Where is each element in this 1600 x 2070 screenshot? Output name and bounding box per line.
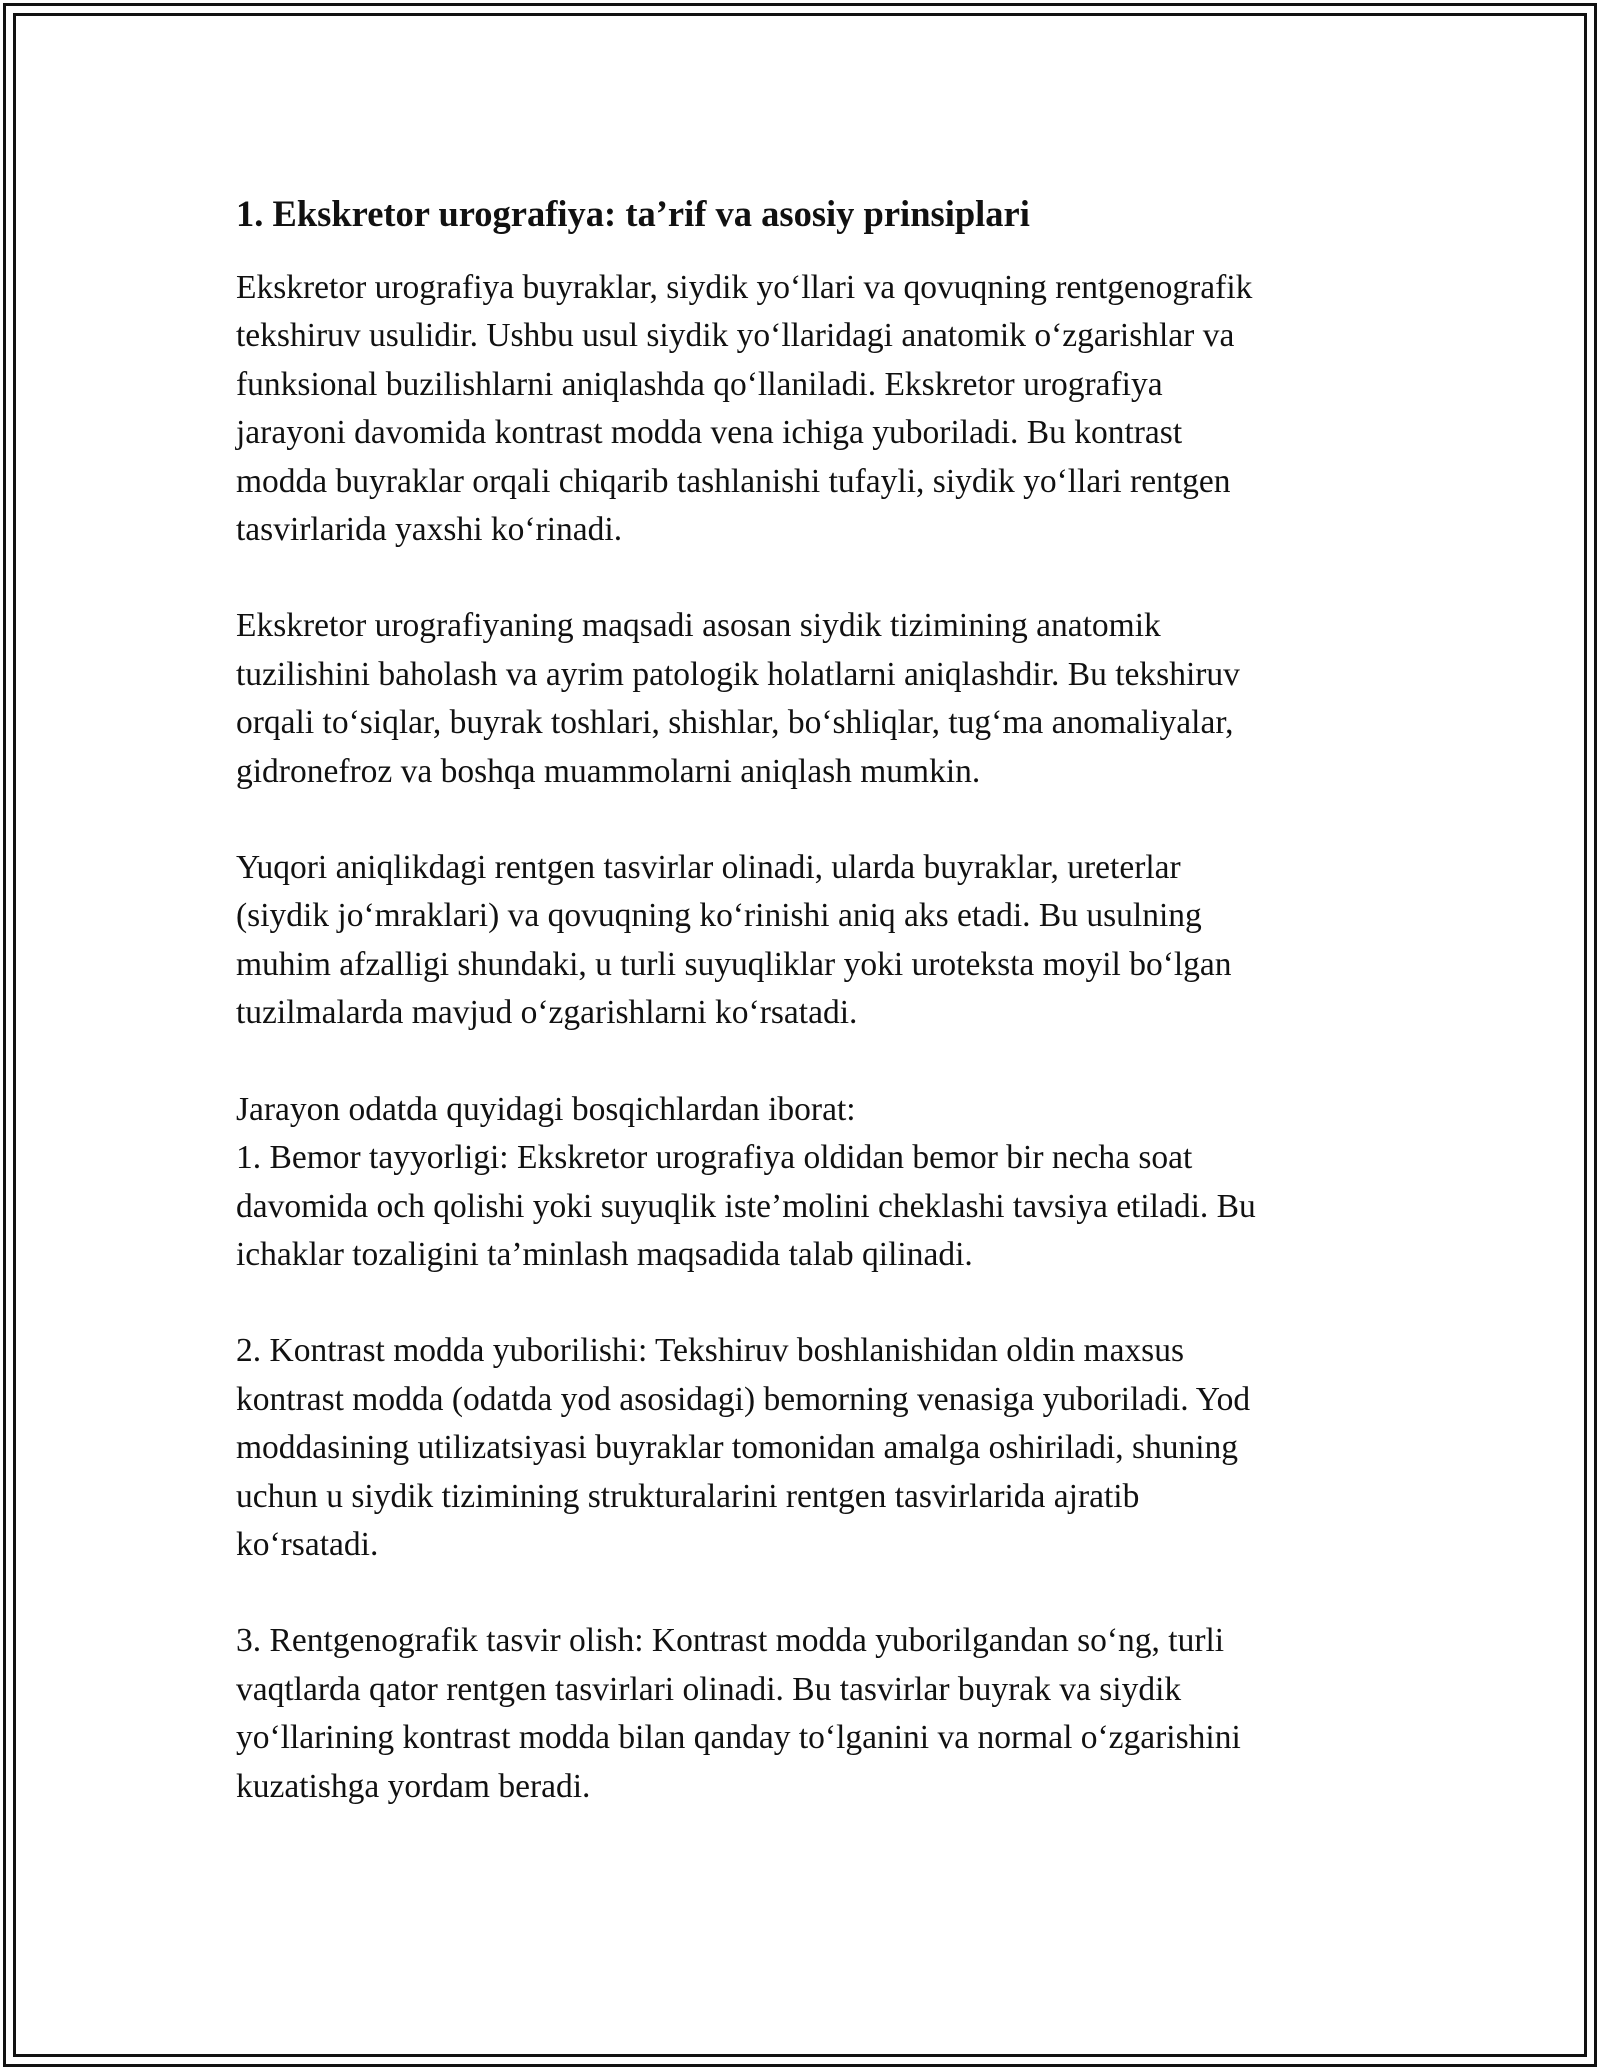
section-heading: 1. Ekskretor urografiya: ta’rif va asosiy prinsiplari [236,193,1030,234]
text-line: davomida och qolishi yoki suyuqlik iste’molini cheklashi tavsiya etiladi. Bu [236,1187,1256,1225]
text-line: 2. Kontrast modda yuborilishi: Tekshiruv boshlanishidan oldin maxsus [236,1332,1185,1370]
text-line: ichaklar tozaligini ta’minlash maqsadida talab qilinadi. [236,1235,973,1273]
text-line: moddasining utilizatsiyasi buyraklar tomonidan amalga oshiriladi, shuning [236,1429,1239,1467]
text-line: tasvirlarida yaxshi ko‘rinadi. [236,511,623,549]
document-body [236,186,1366,1859]
text-line: jarayoni davomida kontrast modda vena ichiga yuboriladi. Bu kontrast [236,414,1183,452]
text-line: (siydik jo‘mraklari) va qovuqning ko‘rinishi aniq aks etadi. Bu usulning [236,897,1202,935]
text-line: tekshiruv usulidir. Ushbu usul siydik yo‘llaridagi anatomik o‘zgarishlar va [236,317,1235,355]
text-line: 1. Bemor tayyorligi: Ekskretor urografiya oldidan bemor bir necha soat [236,1139,1193,1177]
paragraph-step-3 [236,1617,1366,1811]
text-line: Ekskretor urografiya buyraklar, siydik yo‘llari va qovuqning rentgenografik [236,269,1253,306]
text-line: gidronefroz va boshqa muammolarni aniqlash mumkin. [236,752,981,790]
paragraph-definition [236,264,1366,554]
text-line: yo‘llarining kontrast modda bilan qanday to‘lganini va normal o‘zgarishini [236,1719,1241,1757]
text-line: Yuqori aniqlikdagi rentgen tasvirlar olinadi, ularda buyraklar, ureterlar [236,849,1181,887]
text-line: muhim afzalligi shundaki, u turli suyuqliklar yoki uroteksta moyil bo‘lgan [236,945,1232,983]
text-line: 3. Rentgenografik tasvir olish: Kontrast modda yuborilgandan so‘ng, turli [236,1622,1225,1660]
text-line: Jarayon odatda quyidagi bosqichlardan iborat: [236,1090,856,1128]
paragraph-purpose [236,602,1366,796]
paragraph-step-2 [236,1327,1366,1569]
text-line: modda buyraklar orqali chiqarib tashlanishi tufayli, siydik yo‘llari rentgen [236,462,1231,500]
text-line: kuzatishga yordam beradi. [236,1767,591,1805]
text-line: funksional buzilishlarni aniqlashda qo‘llaniladi. Ekskretor urografiya [236,365,1163,403]
text-line: kontrast modda (odatda yod asosidagi) bemorning venasiga yuboriladi. Yod [236,1380,1251,1418]
paragraph-imaging [236,844,1366,1038]
paragraph-step-1 [236,1086,1366,1280]
text-line: ko‘rsatadi. [236,1525,379,1563]
text-line: tuzilmalarda mavjud o‘zgarishlarni ko‘rsatadi. [236,994,858,1032]
text-line: uchun u siydik tizimining strukturalarini rentgen tasvirlarida ajratib [236,1477,1140,1515]
text-line: orqali to‘siqlar, buyrak toshlari, shishlar, bo‘shliqlar, tug‘ma anomaliyalar, [236,704,1234,742]
text-line: tuzilishini baholash va ayrim patologik holatlarni aniqlashdir. Bu tekshiruv [236,655,1240,693]
text-line: vaqtlarda qator rentgen tasvirlari olinadi. Bu tasvirlar buyrak va siydik [236,1670,1182,1708]
text-line: Ekskretor urografiyaning maqsadi asosan siydik tizimining anatomik [236,607,1161,645]
